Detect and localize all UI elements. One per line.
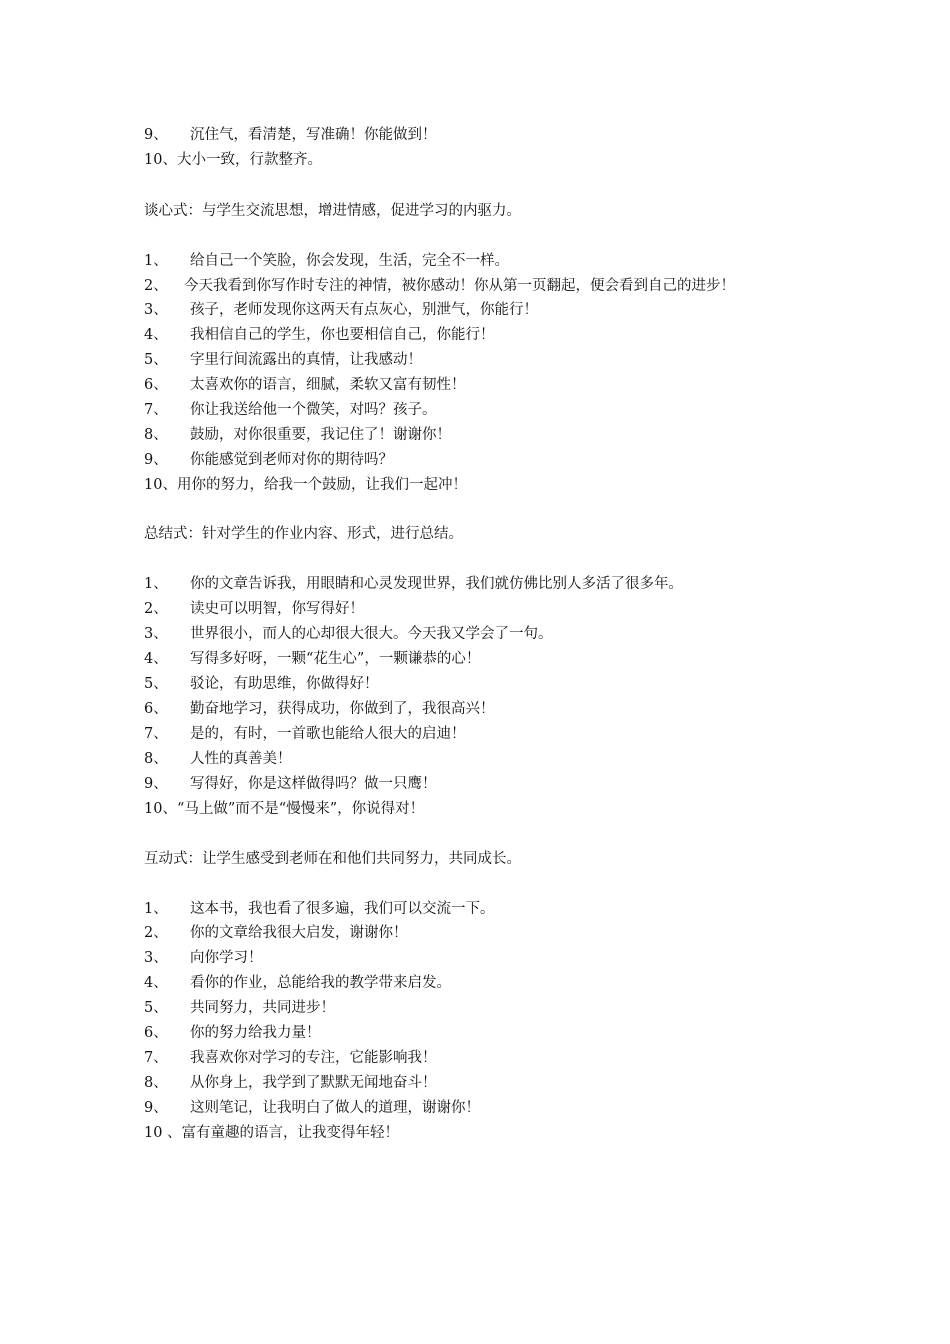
list-item xyxy=(144,1021,321,1045)
list-item xyxy=(144,672,379,696)
list-item xyxy=(144,323,495,347)
item-text: 驳论，有助思维，你做得好！ xyxy=(190,676,379,692)
item-text: 你能感觉到老师对你的期待吗？ xyxy=(190,452,393,468)
section-heading: 总结式：针对学生的作业内容、形式，进行总结。 xyxy=(144,526,463,542)
item-text: 孩子，老师发现你这两天有点灰心，别泄气，你能行！ xyxy=(190,302,538,318)
item-text: 看你的作业，总能给我的教学带来启发。 xyxy=(190,975,451,991)
item-number: 9、 xyxy=(144,452,168,468)
section-heading: 互动式：让学生感受到老师在和他们共同努力，共同成长。 xyxy=(144,851,521,867)
list-item xyxy=(144,797,424,821)
list-item xyxy=(144,722,466,746)
list-item xyxy=(144,448,393,472)
list-item xyxy=(144,697,495,721)
list-item xyxy=(144,897,495,921)
item-text: 沉住气，看清楚，写准确！你能做到！ xyxy=(190,127,437,143)
item-text: 共同努力，共同进步！ xyxy=(190,1000,335,1016)
list-item xyxy=(144,298,538,322)
item-number: 10、 xyxy=(144,152,177,168)
item-number: 6、 xyxy=(144,1025,168,1041)
list-item xyxy=(144,423,451,447)
item-number: 9、 xyxy=(144,776,168,792)
list-item xyxy=(144,123,437,147)
item-text: 从你身上，我学到了默默无闻地奋斗！ xyxy=(190,1075,437,1091)
item-text: 你的文章告诉我，用眼睛和心灵发现世界，我们就仿佛比别人多活了很多年。 xyxy=(190,576,683,592)
item-text: 大小一致，行款整齐。 xyxy=(176,152,322,168)
item-text: 你的文章给我很大启发，谢谢你！ xyxy=(190,925,408,941)
list-item xyxy=(144,1121,399,1145)
list-item xyxy=(144,971,451,995)
item-text: 这则笔记，让我明白了做人的道理，谢谢你！ xyxy=(190,1100,480,1116)
item-number: 7、 xyxy=(144,402,168,418)
section-heading: 谈心式：与学生交流思想，增进情感，促进学习的内驱力。 xyxy=(144,203,521,219)
item-number: 5、 xyxy=(144,352,168,368)
item-number: 4、 xyxy=(144,975,168,991)
item-number: 10、 xyxy=(144,801,177,817)
item-text: 我相信自己的学生，你也要相信自己，你能行！ xyxy=(190,327,495,343)
item-number: 2、 xyxy=(144,601,168,617)
list-item xyxy=(144,274,735,298)
item-number: 3、 xyxy=(144,626,168,642)
item-text: 这本书，我也看了很多遍，我们可以交流一下。 xyxy=(190,901,495,917)
item-text: 你的努力给我力量！ xyxy=(190,1025,321,1041)
list-item xyxy=(144,946,263,970)
list-item xyxy=(144,622,553,646)
item-number: 6、 xyxy=(144,377,168,393)
item-text: 你让我送给他一个微笑，对吗？孩子。 xyxy=(190,402,437,418)
item-text: 太喜欢你的语言，细腻，柔软又富有韧性！ xyxy=(190,377,466,393)
item-number: 2、 xyxy=(144,278,168,294)
item-number: 7、 xyxy=(144,1050,168,1066)
item-text: 读史可以明智，你写得好！ xyxy=(190,601,364,617)
list-item xyxy=(144,348,422,372)
item-number: 2、 xyxy=(144,925,168,941)
item-number: 7、 xyxy=(144,726,168,742)
list-item xyxy=(144,747,292,771)
item-text: 勤奋地学习，获得成功，你做到了，我很高兴！ xyxy=(190,701,495,717)
list-item xyxy=(144,921,408,945)
item-text: 富有童趣的语言，让我变得年轻！ xyxy=(181,1125,400,1141)
item-number: 9、 xyxy=(144,127,168,143)
item-number: 5、 xyxy=(144,1000,168,1016)
item-number: 4、 xyxy=(144,327,168,343)
item-text: 今天我看到你写作时专注的神情，被你感动！你从第一页翻起，便会看到自己的进步！ xyxy=(184,278,735,294)
item-number: 8、 xyxy=(144,427,168,443)
item-text: 世界很小，而人的心却很大很大。今天我又学会了一句。 xyxy=(190,626,553,642)
item-text: 我喜欢你对学习的专注，它能影响我！ xyxy=(190,1050,437,1066)
item-text: 写得好，你是这样做得吗？做一只鹰！ xyxy=(190,776,437,792)
item-text: 鼓励，对你很重要，我记住了！谢谢你！ xyxy=(190,427,451,443)
item-text: 人性的真善美！ xyxy=(190,751,292,767)
item-number: 1、 xyxy=(144,253,168,269)
item-number: 8、 xyxy=(144,751,168,767)
list-item xyxy=(144,148,322,172)
item-number: 5、 xyxy=(144,676,168,692)
list-item xyxy=(144,1096,480,1120)
item-text: 写得多好呀，一颗“花生心”，一颗谦恭的心！ xyxy=(190,651,481,667)
item-text: 是的，有时，一首歌也能给人很大的启迪！ xyxy=(190,726,466,742)
item-number: 4、 xyxy=(144,651,168,667)
list-item xyxy=(144,597,364,621)
item-text: 给自己一个笑脸，你会发现，生活，完全不一样。 xyxy=(190,253,509,269)
list-item xyxy=(144,473,467,497)
list-item xyxy=(144,1071,437,1095)
item-number: 10 、 xyxy=(144,1125,182,1141)
item-number: 3、 xyxy=(144,950,168,966)
item-text: “马上做”而不是“慢慢来”，你说得对！ xyxy=(176,801,425,817)
item-text: 向你学习！ xyxy=(190,950,263,966)
list-item xyxy=(144,647,480,671)
list-item xyxy=(144,996,335,1020)
item-number: 8、 xyxy=(144,1075,168,1091)
item-text: 用你的努力，给我一个鼓励，让我们一起冲！ xyxy=(176,477,467,493)
list-item xyxy=(144,1046,437,1070)
item-text: 字里行间流露出的真情，让我感动！ xyxy=(190,352,422,368)
list-item xyxy=(144,249,509,273)
item-number: 10、 xyxy=(144,477,177,493)
item-number: 9、 xyxy=(144,1100,168,1116)
item-number: 3、 xyxy=(144,302,168,318)
list-item xyxy=(144,772,437,796)
list-item xyxy=(144,373,466,397)
list-item xyxy=(144,572,683,596)
list-item xyxy=(144,398,437,422)
item-number: 1、 xyxy=(144,576,168,592)
item-number: 6、 xyxy=(144,701,168,717)
item-number: 1、 xyxy=(144,901,168,917)
